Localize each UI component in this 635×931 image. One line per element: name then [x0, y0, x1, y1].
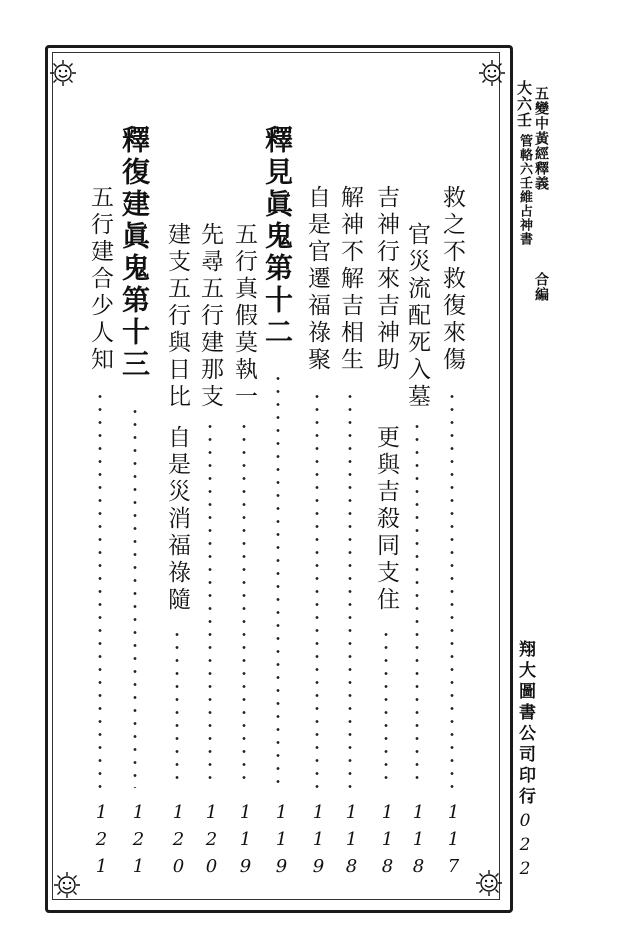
- side-title-line: [534, 86, 548, 191]
- toc-entry-continuation: 更與吉殺同支住: [373, 425, 399, 614]
- side-title-line: [518, 134, 531, 246]
- toc-entry: 解神不解吉相生: [337, 185, 363, 374]
- publisher: 翔大圖書公司印行: [515, 640, 535, 808]
- side-title-line: [516, 80, 531, 128]
- smiley-sun-icon: [474, 868, 504, 898]
- side-title-d: 合編: [533, 272, 549, 302]
- leader-dots: [348, 390, 352, 788]
- section-heading: 釋復建眞鬼第十三: [118, 125, 151, 381]
- toc-page: 118: [377, 802, 398, 883]
- toc-page: 121: [128, 802, 149, 883]
- toc-page: 119: [235, 802, 256, 883]
- section-heading: 釋見眞鬼第十二: [261, 125, 294, 349]
- side-title-line: [534, 272, 548, 302]
- leader-dots: [208, 420, 212, 788]
- smiley-sun-icon: [48, 58, 78, 88]
- leader-dots: [315, 390, 319, 788]
- toc-page: 118: [408, 802, 429, 883]
- toc-page: 120: [168, 802, 189, 883]
- side-title-b: 五變中黃經釋義: [533, 86, 549, 191]
- leader-dots: [384, 628, 388, 788]
- leader-dots: [415, 420, 419, 788]
- toc-entry: 官災流配死入墓: [404, 222, 430, 411]
- toc-page: 117: [443, 802, 464, 883]
- leader-dots: [242, 420, 246, 788]
- toc-entry: 五行真假莫執一: [231, 222, 257, 411]
- toc-entry: 先尋五行建那支: [197, 222, 223, 411]
- side-title-a: 大六壬: [515, 80, 533, 128]
- toc-page: 120: [201, 802, 222, 883]
- smiley-sun-icon: [477, 58, 507, 88]
- leader-dots: [450, 390, 454, 788]
- leader-dots: [98, 390, 102, 788]
- toc-page: 119: [271, 802, 292, 883]
- smiley-sun-icon: [52, 870, 82, 900]
- toc-page: 119: [308, 802, 329, 883]
- leader-dots: [276, 372, 280, 788]
- toc-entry: 吉神行來吉神助: [373, 185, 399, 374]
- toc-page: 121: [91, 802, 112, 883]
- leader-dots: [175, 628, 179, 788]
- toc-entry: 建支五行與日比: [164, 222, 190, 411]
- side-title-c: 管輅六壬維占神書: [517, 134, 532, 246]
- toc-entry: 自是官遷福祿聚: [304, 185, 330, 374]
- page-number: ・022: [515, 790, 535, 883]
- toc-entry-continuation: 自是災消福祿隨: [164, 425, 190, 614]
- toc-entry: 救之不救復來傷: [439, 185, 465, 374]
- toc-entry: 五行建合少人知: [87, 185, 113, 374]
- leader-dots: [133, 405, 137, 788]
- toc-page: 118: [341, 802, 362, 883]
